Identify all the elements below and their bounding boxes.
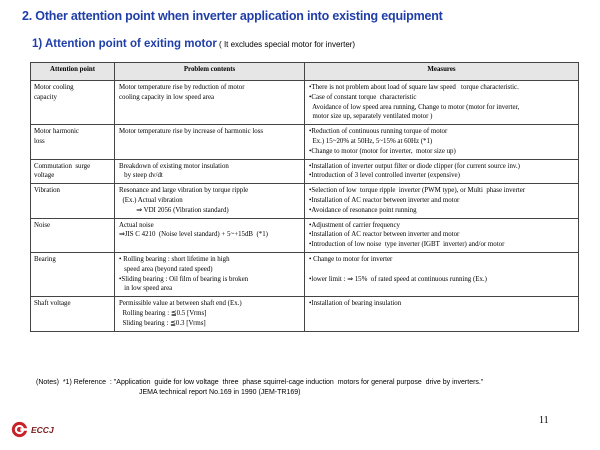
problem-cell	[115, 218, 305, 252]
cell-text-line: Motor temperature rise by increase of harmonic loss	[119, 128, 264, 136]
cell-text-line: loss	[34, 137, 45, 145]
cell-text-line: •lower limit : ⇒ 15% of rated speed at continuous running (Ex.)	[309, 275, 487, 283]
cell-text-line: (Ex.) Actual vibration	[119, 196, 183, 204]
cell-text-line: Shaft voltage	[34, 300, 71, 308]
cell-text-line: Vibration	[34, 187, 60, 195]
cell-text-line: motor size up, separately ventilated motor )	[309, 113, 433, 121]
cell-text-line: ⇒JIS C 4210 (Noise level standard) + 5~+15dB (*1)	[119, 231, 268, 239]
measures-cell	[305, 81, 579, 125]
cell-text-line: Motor harmonic	[34, 128, 79, 136]
cell-text-line: Commutation surge	[34, 162, 91, 170]
cell-text-line: •Sliding bearing : Oil film of bearing is broken	[119, 275, 249, 283]
cell-text-line: •Introduction of low noise type inverter (IGBT inverter) and/or motor	[309, 241, 505, 249]
cell-text-line: Sliding bearing : ≦0.3 [Vrms]	[119, 319, 206, 327]
cell-text-line	[309, 265, 574, 275]
cell-text-line: Noise	[34, 221, 51, 229]
problem-cell	[115, 125, 305, 159]
notes-line-2: JEMA technical report No.169 in 1990 (JEM-TR169)	[139, 389, 301, 397]
cell-text-line: •Introduction of 3 level controlled inverter (expensive)	[309, 172, 460, 180]
cell-text-line: Ex.) 15~20% at 50Hz, 5~15% at 60Hz (*1)	[309, 137, 433, 145]
table-row	[31, 297, 579, 331]
cell-text-line: Permissible value at between shaft end (Ex.)	[119, 300, 242, 308]
cell-text-line: •Reduction of continuous running torque of motor	[309, 128, 448, 136]
table-body	[31, 81, 579, 332]
measures-cell	[305, 218, 579, 252]
attention-table-container	[30, 62, 578, 332]
cell-text-line: Bearing	[34, 255, 56, 263]
cell-text-line: •Installation of inverter output filter or diode clipper (for current source inv.)	[309, 162, 520, 170]
problem-cell	[115, 184, 305, 218]
attention-point-cell	[31, 184, 115, 218]
cell-text-line: Motor cooling	[34, 84, 74, 91]
attention-point-cell	[31, 218, 115, 252]
problem-cell	[115, 297, 305, 331]
cell-text-line: •Installation of AC reactor between inverter and motor	[309, 231, 460, 239]
cell-text-line: Motor temperature rise by reduction of motor	[119, 84, 245, 91]
attention-point-cell	[31, 125, 115, 159]
attention-point-cell	[31, 297, 115, 331]
header-attention-point: Attention point	[31, 63, 115, 81]
cell-text-line: •Installation of AC reactor between inverter and motor	[309, 196, 460, 204]
table-row	[31, 81, 579, 125]
cell-text-line: •Adjustment of carrier frequency	[309, 221, 400, 229]
cell-text-line: by steep dv/dt	[119, 172, 163, 180]
problem-cell	[115, 252, 305, 296]
attention-table	[30, 62, 579, 332]
table-header-row	[31, 63, 579, 81]
measures-cell	[305, 125, 579, 159]
cell-text-line: • Change to motor for inverter	[309, 255, 393, 263]
cell-text-line: speed area (beyond rated speed)	[119, 265, 213, 273]
cell-text-line: cooling capacity in low speed area	[119, 93, 215, 101]
section-title-text: 1) Attention point of exiting motor	[32, 38, 217, 50]
table-row	[31, 125, 579, 159]
problem-cell	[115, 81, 305, 125]
cell-text-line: • Rolling bearing : short lifetime in high	[119, 255, 230, 263]
cell-text-line: capacity	[34, 93, 57, 101]
header-problem-contents: Problem contents	[115, 63, 305, 81]
cell-text-line: •Case of constant torque characteristic	[309, 93, 417, 101]
cell-text-line: •Change to motor (motor for inverter, motor size up)	[309, 147, 456, 155]
table-row	[31, 252, 579, 296]
measures-cell	[305, 252, 579, 296]
problem-cell	[115, 159, 305, 184]
measures-cell	[305, 297, 579, 331]
measures-cell	[305, 184, 579, 218]
notes-line-1: (Notes) *1) Reference : "Application guide for low voltage three phase squirrel-cage induction motors for general purpose drive by inverters."	[36, 379, 484, 386]
eccj-logo-icon	[11, 421, 28, 438]
attention-point-cell	[31, 159, 115, 184]
table-row	[31, 184, 579, 218]
notes	[36, 378, 483, 398]
cell-text-line: voltage	[34, 172, 55, 180]
cell-text-line: •Selection of low torque ripple inverter (PWM type), or Multi phase inverter	[309, 187, 526, 195]
page-number: 11	[539, 415, 549, 426]
cell-text-line: Resonance and large vibration by torque ripple	[119, 187, 249, 195]
header-measures: Measures	[305, 63, 579, 81]
cell-text-line: •There is not problem about load of square law speed torque characteristic.	[309, 84, 519, 91]
table-row	[31, 159, 579, 184]
measures-cell	[305, 159, 579, 184]
cell-text-line: Breakdown of existing motor insulation	[119, 162, 229, 170]
cell-text-line: in low speed area	[119, 285, 173, 293]
table-row	[31, 218, 579, 252]
slide-title: 2. Other attention point when inverter application into existing equipment	[22, 9, 443, 23]
cell-text-line: Actual noise	[119, 221, 154, 229]
cell-text-line: Avoidance of low speed area running, Change to motor (motor for inverter,	[309, 103, 520, 111]
cell-text-line: Rolling bearing : ≦0.5 [Vrms]	[119, 309, 207, 317]
cell-text-line: •Avoidance of resonance point running	[309, 206, 417, 214]
section-title	[32, 38, 355, 50]
cell-text-line: •Installation of bearing insulation	[309, 300, 402, 308]
attention-point-cell	[31, 81, 115, 125]
section-note: ( It excludes special motor for inverter)	[216, 40, 356, 49]
attention-point-cell	[31, 252, 115, 296]
eccj-logo	[11, 421, 54, 438]
cell-text-line: ⇒ VDI 2056 (Vibration standard)	[119, 206, 229, 214]
logo-text: ECCJ	[31, 424, 54, 435]
